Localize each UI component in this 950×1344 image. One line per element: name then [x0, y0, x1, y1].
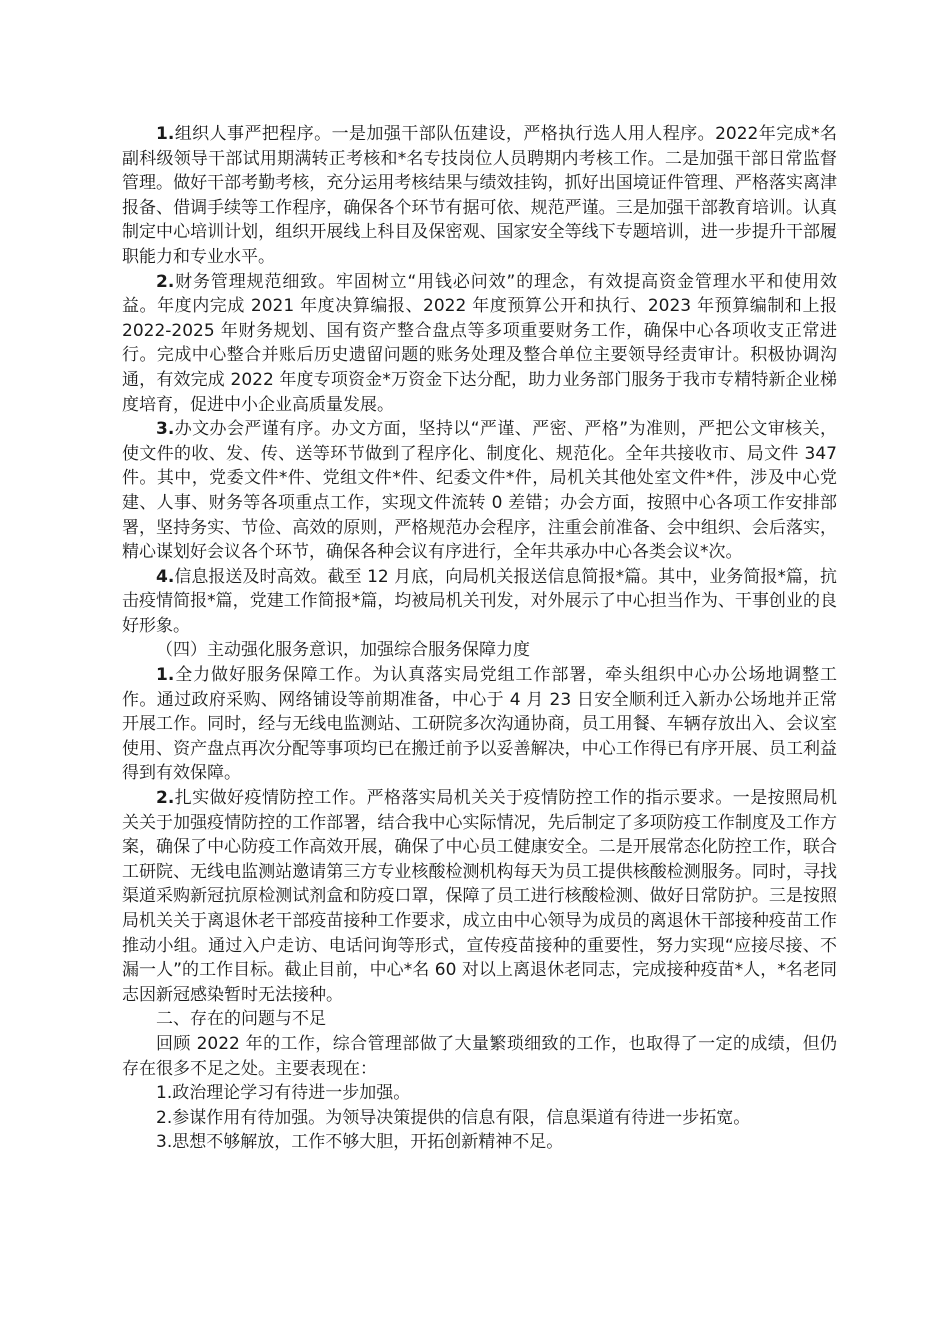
section-heading-problems	[122, 1007, 837, 1032]
document-page	[122, 122, 837, 1155]
paragraph-text: 全力做好服务保障工作。为认真落实局党组工作部署，牵头组织中心办公场地调整工作。通过政府采购、网络铺设等前期准备，中心于 4 月 23 日安全顺利迁入新办公场地并正常开展工作。同时，经与无线电监测站、工研院多次沟通协商，员工用餐、车辆存放出入、会议室使用、资产盘点再次分配等事项均已在搬迁前予以妥善解决，中心工作得已有序开展、员工利益得到有效保障。	[122, 665, 837, 784]
item-number: 3.	[156, 419, 175, 440]
paragraph-text: 3.思想不够解放，工作不够大胆，开拓创新精神不足。	[156, 1132, 564, 1153]
item-number: 4.	[156, 566, 175, 587]
paragraph-documents-meetings	[122, 417, 837, 565]
paragraph-text: 组织人事严把程序。一是加强干部队伍建设，严格执行选人用人程序。2022年完成*名副科级领导干部试用期满转正考核和*名专技岗位人员聘期内考核工作。二是加强干部日常监督管理。做好干部考勤考核，充分运用考核结果与绩效挂钩，抓好出国境证件管理、严格落实离津报备、借调手续等工作程序，确保各个环节有据可依、规范严谨。三是加强干部教育培训。认真制定中心培训计划，组织开展线上科目及保密观、国家安全等线下专题培训，进一步提升干部履职能力和专业水平。	[122, 124, 837, 267]
item-number: 1.	[156, 665, 175, 686]
paragraph-text: 财务管理规范细致。牢固树立“用钱必问效”的理念，有效提高资金管理水平和使用效益。年度内完成 2021 年度决算编报、2022 年度预算公开和执行、2023 年预算编制和上报 2022-2025 年财务规划、国有资产整合盘点等多项重要财务工作，确保中心各项收支正常进行。完成中心整合并账后历史遗留问题的账务处理及整合单位主要领导经责审计。积极协调沟通，有效完成 2022 年度专项资金*万资金下达分配，助力业务部门服务于我市专精特新企业梯度培育，促进中小企业高质量发展。	[122, 271, 837, 415]
paragraph-epidemic-prevention	[122, 786, 837, 1007]
paragraph-organization-personnel	[122, 122, 837, 270]
paragraph-text: （四）主动强化服务意识，加强综合服务保障力度	[156, 640, 530, 661]
paragraph-review	[122, 1032, 837, 1081]
problem-item-1	[122, 1081, 837, 1106]
paragraph-text: 扎实做好疫情防控工作。严格落实局机关关于疫情防控工作的指示要求。一是按照局机关关于加强疫情防控的工作部署，结合我中心实际情况，先后制定了多项防疫工作制度及工作方案，确保了中心防疫工作高效开展，确保了中心员工健康安全。二是开展常态化防控工作，联合工研院、无线电监测站邀请第三方专业核酸检测机构每天为员工提供核酸检测服务。同时，寻找渠道采购新冠抗原检测试剂盒和防疫口罩，保障了员工进行核酸检测、做好日常防护。三是按照局机关关于离退休老干部疫苗接种工作要求，成立由中心领导为成员的离退休干部接种疫苗工作推动小组。通过入户走访、电话问询等形式，宣传疫苗接种的重要性，努力实现“应接尽接、不漏一人”的工作目标。截止目前，中心*名 60 对以上离退休老同志，完成接种疫苗*人，*名老同志因新冠感染暂时无法接种。	[122, 788, 837, 1005]
paragraph-text: 1.政治理论学习有待进一步加强。	[156, 1083, 411, 1104]
paragraph-text: 2.参谋作用有待加强。为领导决策提供的信息有限，信息渠道有待进一步拓宽。	[156, 1107, 751, 1128]
paragraph-text: 办文办会严谨有序。办文方面，坚持以“严谨、严密、严格”为准则，严把公文审核关，使文件的收、发、传、送等环节做到了程序化、制度化、规范化。全年共接收市、局文件 347 件。其中，党委文件*件、党组文件*件、纪委文件*件，局机关其他处室文件*件，涉及中心党建、人事、财务等各项重点工作，实现文件流转 0 差错；办会方面，按照中心各项工作安排部署，坚持务实、节俭、高效的原则，严格规范办会程序，注重会前准备、会中组织、会后落实，精心谋划好会议各个环节，确保各种会议有序进行，全年共承办中心各类会议*次。	[122, 419, 837, 563]
item-number: 2.	[156, 271, 175, 292]
paragraph-text: 回顾 2022 年的工作，综合管理部做了大量繁琐细致的工作，也取得了一定的成绩，但仍存在很多不足之处。主要表现在：	[122, 1033, 837, 1079]
paragraph-text: 信息报送及时高效。截至 12 月底，向局机关报送信息简报*篇。其中，业务简报*篇，抗击疫情简报*篇，党建工作简报*篇，均被局机关刊发，对外展示了中心担当作为、干事创业的良好形象。	[122, 566, 837, 636]
paragraph-information-reporting	[122, 565, 837, 639]
problem-item-3	[122, 1130, 837, 1155]
item-number: 2.	[156, 788, 175, 809]
problem-item-2	[122, 1106, 837, 1131]
item-number: 1.	[156, 124, 175, 144]
paragraph-text: 二、存在的问题与不足	[156, 1009, 326, 1030]
paragraph-finance	[122, 270, 837, 418]
paragraph-service-guarantee	[122, 663, 837, 786]
section-heading-service	[122, 638, 837, 663]
